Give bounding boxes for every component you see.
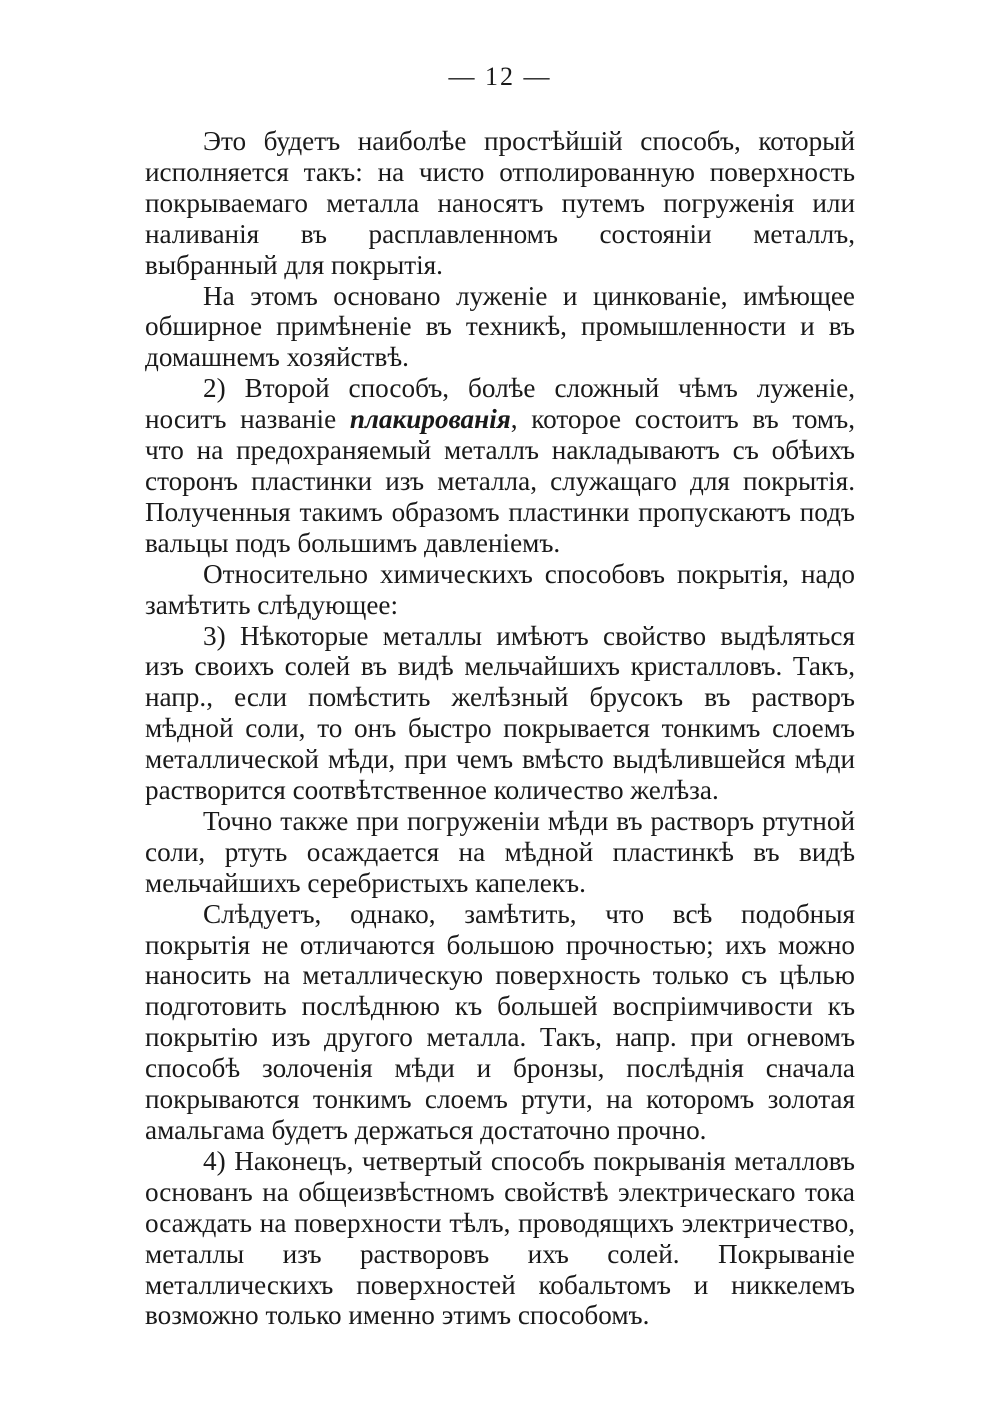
paragraph-mercury: Точно также при погруженіи мѣди въ растворъ ртутной соли, ртуть осаждается на мѣдной пластинкѣ въ видѣ мельчайшихъ серебристыхъ капелекъ. <box>145 805 855 898</box>
paragraph-durability-note: Слѣдуетъ, однако, замѣтить, что всѣ подобныя покрытія не отличаются большою прочностью; ихъ можно наносить на металлическую поверхность только съ цѣлью подготовить послѣднюю къ большей воспріимчивости къ покрытію изъ другого металла. Такъ, напр. при огневомъ способѣ золоченія мѣди и бронзы, послѣднія сначала покрываются тонкимъ слоемъ ртути, на которомъ золотая амальгама будетъ держаться достаточно прочно. <box>145 898 855 1145</box>
paragraph-chemical-intro: Относительно химическихъ способовъ покрытія, надо замѣтить слѣдующее: <box>145 558 855 620</box>
paragraph-displacement: 3) Нѣкоторые металлы имѣютъ свойство выдѣляться изъ своихъ солей въ видѣ мельчайшихъ кристалловъ. Такъ, напр., если помѣстить желѣзный брусокъ въ растворъ мѣдной соли, то онъ быстро покрывается тонкимъ слоемъ металлической мѣди, при чемъ вмѣсто выдѣлившейся мѣди растворится соотвѣтственное количество желѣза. <box>145 620 855 806</box>
cladding-term: плакированія <box>349 404 511 435</box>
paragraph-tinning: На этомъ основано луженіе и цинкованіе, имѣющее обширное примѣненіе въ техникѣ, промышленности и въ домашнемъ хозяйствѣ. <box>145 280 855 373</box>
paragraph-immersion-method: Это будетъ наиболѣе простѣйшій способъ, который исполняется такъ: на чисто отполированную поверхность покрываемаго металла наносятъ путемъ погруженія или наливанія въ расплавленномъ состояніи металлъ, выбранный для покрытія. <box>145 126 855 280</box>
body-text <box>145 126 855 1331</box>
cladding-text-after: , которое состоитъ въ томъ, что на предохраняемый металлъ накладываютъ съ обѣихъ сторонъ пластинки изъ металла, служащаго для покрытія. Полученныя такимъ образомъ пластинки пропускаютъ подъ вальцы подъ большимъ давленіемъ. <box>145 404 855 558</box>
page-number: — 12 — <box>448 62 552 91</box>
paragraph-electroplating: 4) Наконецъ, четвертый способъ покрыванія металловъ основанъ на общеизвѣстномъ свойствѣ электрическаго тока осаждать на поверхности тѣлъ, проводящихъ электричество, металлы изъ растворовъ ихъ солей. Покрываніе металлическихъ поверхностей кобальтомъ и никкелемъ возможно только именно этимъ способомъ. <box>145 1145 855 1331</box>
paragraph-cladding <box>145 373 855 558</box>
cladding-text-before: 2) Второй способъ, болѣе сложный чѣмъ луженіе, носитъ названіе <box>145 373 855 435</box>
